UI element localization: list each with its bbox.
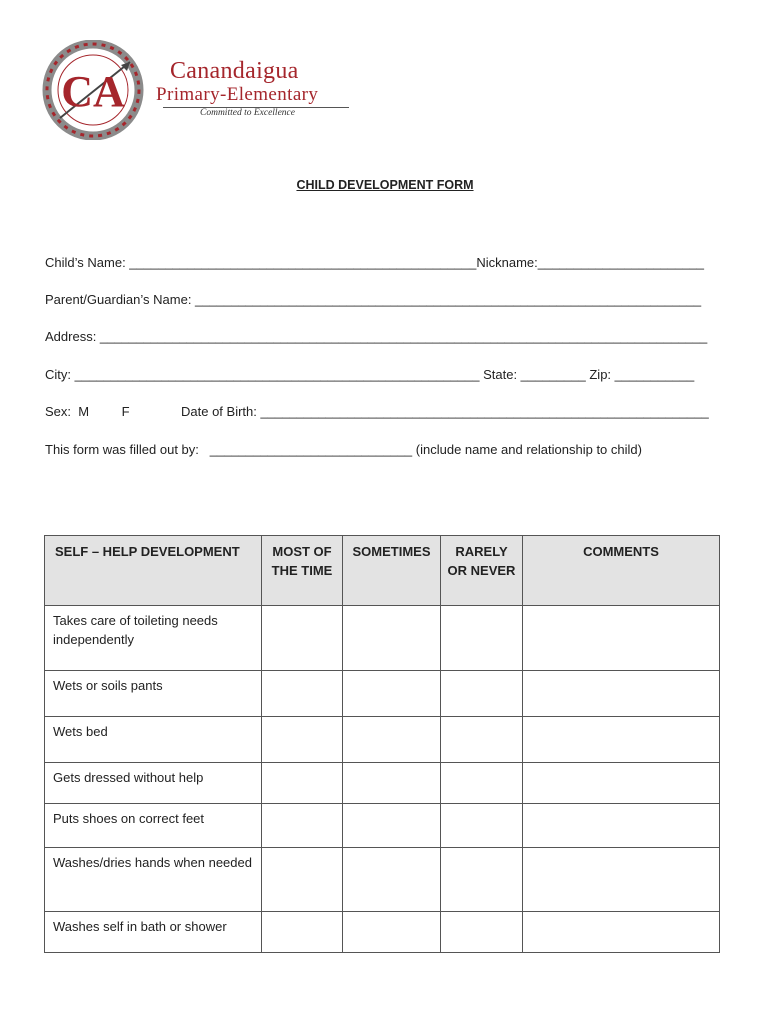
table-row [45, 763, 720, 804]
sometimes-cell[interactable] [343, 912, 441, 953]
school-subtitle: Primary-Elementary [156, 84, 319, 105]
row-label: Gets dressed without help [45, 763, 262, 804]
rarely-cell[interactable] [441, 717, 523, 763]
table-row [45, 848, 720, 912]
rarely-cell[interactable] [441, 848, 523, 912]
school-logo [38, 40, 148, 140]
sometimes-cell[interactable] [343, 671, 441, 717]
rarely-cell[interactable] [441, 606, 523, 671]
rarely-cell[interactable] [441, 763, 523, 804]
sometimes-cell[interactable] [343, 763, 441, 804]
comments-cell[interactable] [523, 671, 720, 717]
comments-cell[interactable] [523, 804, 720, 848]
table-row [45, 804, 720, 848]
header-comments: COMMENTS [523, 536, 720, 606]
row-label: Washes self in bath or shower [45, 912, 262, 953]
header-most-of-time: MOST OF THE TIME [262, 536, 343, 606]
most-of-time-cell[interactable] [262, 763, 343, 804]
header-sometimes: SOMETIMES [343, 536, 441, 606]
table-row [45, 912, 720, 953]
most-of-time-cell[interactable] [262, 804, 343, 848]
rarely-cell[interactable] [441, 804, 523, 848]
row-label: Puts shoes on correct feet [45, 804, 262, 848]
parent-name-field[interactable]: Parent/Guardian’s Name: ______________________________________________________________________ [45, 292, 702, 307]
sometimes-cell[interactable] [343, 717, 441, 763]
childs-name-field[interactable]: Child’s Name: ________________________________________________Nickname:_______________________ [45, 255, 705, 270]
table-header-row [45, 536, 720, 606]
comments-cell[interactable] [523, 912, 720, 953]
header-self-help: SELF – HELP DEVELOPMENT [45, 536, 262, 606]
table-row [45, 671, 720, 717]
table-row [45, 717, 720, 763]
comments-cell[interactable] [523, 717, 720, 763]
school-name: Canandaigua [170, 58, 299, 84]
sometimes-cell[interactable] [343, 804, 441, 848]
row-label: Takes care of toileting needs independently [45, 606, 262, 671]
comments-cell[interactable] [523, 848, 720, 912]
sometimes-cell[interactable] [343, 848, 441, 912]
most-of-time-cell[interactable] [262, 671, 343, 717]
row-label: Wets bed [45, 717, 262, 763]
most-of-time-cell[interactable] [262, 912, 343, 953]
rarely-cell[interactable] [441, 912, 523, 953]
comments-cell[interactable] [523, 763, 720, 804]
form-title-text: CHILD DEVELOPMENT FORM [296, 178, 474, 192]
header-rarely: RARELY OR NEVER [441, 536, 523, 606]
rarely-cell[interactable] [441, 671, 523, 717]
row-label: Wets or soils pants [45, 671, 262, 717]
filled-by-field[interactable]: This form was filled out by: ____________________________ (include name and relationship to child) [45, 442, 642, 457]
comments-cell[interactable] [523, 606, 720, 671]
most-of-time-cell[interactable] [262, 717, 343, 763]
most-of-time-cell[interactable] [262, 606, 343, 671]
city-state-zip-field[interactable]: City: ________________________________________________________ State: _________ Zip: ___________ [45, 367, 695, 382]
self-help-table [44, 535, 720, 953]
school-tagline: Committed to Excellence [200, 108, 295, 118]
most-of-time-cell[interactable] [262, 848, 343, 912]
row-label: Washes/dries hands when needed [45, 848, 262, 912]
table-row [45, 606, 720, 671]
form-title [0, 178, 770, 192]
dob-field[interactable]: Date of Birth: ______________________________________________________________ [181, 404, 709, 419]
sex-field[interactable]: Sex: M F [45, 404, 130, 419]
logo-monogram: CA [61, 67, 125, 116]
address-field[interactable]: Address: ____________________________________________________________________________________ [45, 329, 708, 344]
sometimes-cell[interactable] [343, 606, 441, 671]
